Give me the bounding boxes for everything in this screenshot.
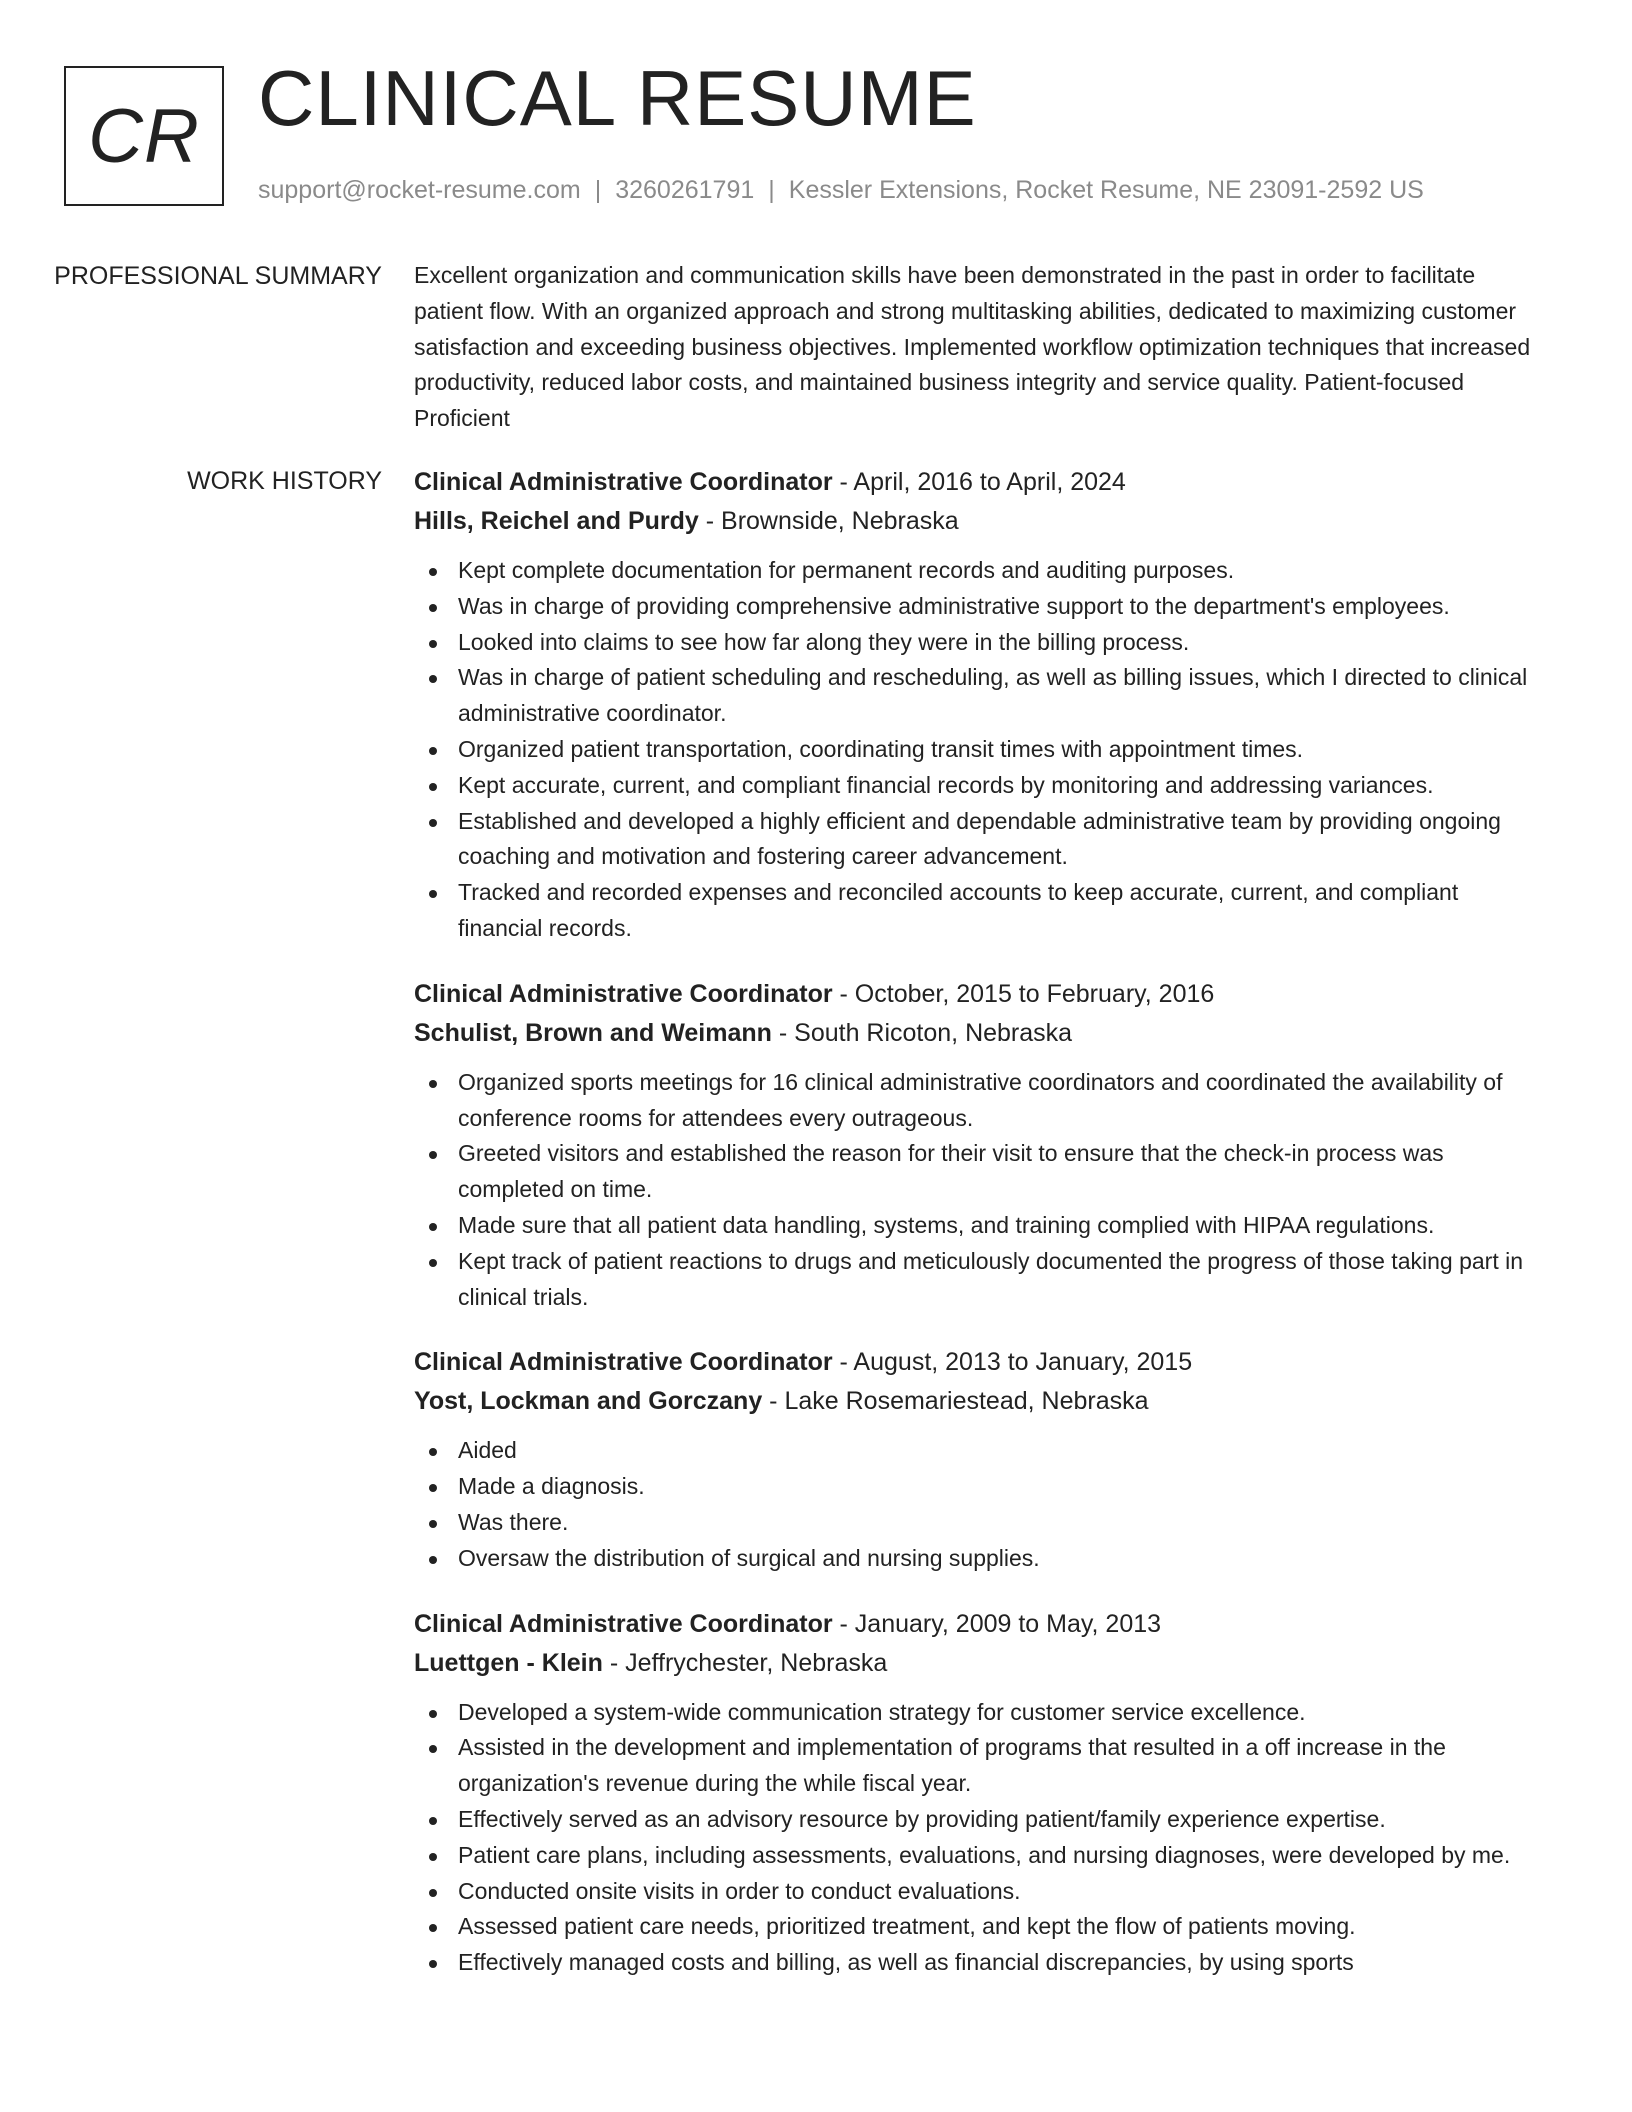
- resume-title: CLINICAL RESUME: [258, 54, 977, 142]
- job-entry: [414, 1343, 1534, 1576]
- bullet-text: Made sure that all patient data handling, systems, and training complied with HIPAA regulations.: [458, 1211, 1435, 1238]
- bullet-text: Effectively managed costs and billing, as well as financial discrepancies, by using sports: [458, 1949, 1354, 1976]
- job-title-line: [414, 975, 1534, 1014]
- bullet-icon: [429, 1960, 437, 1968]
- bullet-icon: [429, 1259, 437, 1267]
- bullet-icon: [429, 1924, 437, 1932]
- job-location: - Jeffrychester, Nebraska: [602, 1648, 888, 1677]
- bullet-text: Effectively served as an advisory resource by providing patient/family experience expertise.: [458, 1805, 1386, 1832]
- bullet-text: Oversaw the distribution of surgical and nursing supplies.: [458, 1544, 1040, 1571]
- list-item: [414, 1945, 1534, 1981]
- list-item: [414, 1433, 1534, 1469]
- list-item: [414, 553, 1534, 589]
- bullet-icon: [429, 1889, 437, 1897]
- list-item: [414, 768, 1534, 804]
- bullet-icon: [429, 1520, 437, 1528]
- work-history-section: [0, 463, 1632, 2009]
- bullet-icon: [429, 747, 437, 755]
- bullet-icon: [429, 1223, 437, 1231]
- bullet-text: Made a diagnosis.: [458, 1473, 645, 1500]
- list-item: [414, 1838, 1534, 1874]
- job-title-line: [414, 1343, 1534, 1382]
- bullet-icon: [429, 1853, 437, 1861]
- bullet-icon: [429, 1151, 437, 1159]
- list-item: [414, 625, 1534, 661]
- bullet-text: Developed a system-wide communication strategy for customer service excellence.: [458, 1698, 1306, 1725]
- list-item: [414, 1244, 1534, 1316]
- job-entry: [414, 1605, 1534, 1981]
- job-location: - South Ricoton, Nebraska: [771, 1018, 1073, 1047]
- list-item: [414, 1802, 1534, 1838]
- bullet-icon: [429, 1448, 437, 1456]
- bullet-text: Was in charge of patient scheduling and rescheduling, as well as billing issues, which I directed to clinical administrative coordinator.: [458, 664, 1528, 727]
- bullet-text: Assisted in the development and implementation of programs that resulted in a off increase in the organization's revenue during the while fiscal year.: [458, 1734, 1446, 1797]
- work-history-body: [414, 463, 1534, 2009]
- list-item: [414, 1730, 1534, 1802]
- bullet-icon: [429, 890, 437, 898]
- bullet-text: Kept complete documentation for permanent records and auditing purposes.: [458, 556, 1235, 583]
- list-item: [414, 1695, 1534, 1731]
- bullet-text: Organized patient transportation, coordinating transit times with appointment times.: [458, 735, 1304, 762]
- job-title: Clinical Administrative Coordinator: [414, 1609, 833, 1638]
- bullet-text: Organized sports meetings for 16 clinical administrative coordinators and coordinated the availability of conference rooms for attendees every outrageous.: [458, 1068, 1503, 1131]
- list-item: [414, 1505, 1534, 1541]
- contact-separator: |: [594, 176, 602, 204]
- bullet-text: Looked into claims to see how far along they were in the billing process.: [458, 628, 1190, 655]
- list-item: [414, 589, 1534, 625]
- monogram-box: [64, 66, 224, 206]
- contact-phone: 3260261791: [615, 176, 755, 204]
- contact-line: [258, 176, 1424, 205]
- job-company: Hills, Reichel and Purdy: [414, 506, 699, 535]
- bullet-text: Greeted visitors and established the reason for their visit to ensure that the check-in process was completed on time.: [458, 1140, 1444, 1203]
- job-company: Luettgen - Klein: [414, 1648, 603, 1677]
- list-item: [414, 1208, 1534, 1244]
- bullet-icon: [429, 1745, 437, 1753]
- bullet-text: Aided: [458, 1437, 517, 1464]
- job-location: - Brownside, Nebraska: [698, 506, 959, 535]
- job-dates: - April, 2016 to April, 2024: [832, 467, 1126, 496]
- contact-address: Kessler Extensions, Rocket Resume, NE 23091-2592 US: [788, 176, 1424, 204]
- list-item: [414, 1469, 1534, 1505]
- list-item: [414, 1541, 1534, 1577]
- bullet-icon: [429, 675, 437, 683]
- job-bullet-list: [414, 553, 1534, 947]
- job-company-line: [414, 1382, 1534, 1421]
- job-bullet-list: [414, 1065, 1534, 1316]
- bullet-icon: [429, 1710, 437, 1718]
- job-bullet-list: [414, 1695, 1534, 1981]
- job-company: Yost, Lockman and Gorczany: [414, 1387, 763, 1416]
- list-item: [414, 1136, 1534, 1208]
- bullet-text: Was there.: [458, 1508, 569, 1535]
- resume-content: [0, 258, 1632, 2035]
- section-label-summary: PROFESSIONAL SUMMARY: [54, 262, 382, 290]
- contact-separator: |: [768, 176, 775, 204]
- list-item: [414, 875, 1534, 947]
- job-company-line: [414, 1644, 1534, 1683]
- bullet-text: Patient care plans, including assessments, evaluations, and nursing diagnoses, were developed by me.: [458, 1841, 1511, 1868]
- summary-text: Excellent organization and communication skills have been demonstrated in the past in order to facilitate patient flow. With an organized approach and strong multitasking abilities, dedicated to maximizing customer satisfaction and exceeding business objectives. Implemented workflow optimization techniques that increased productivity, reduced labor costs, and maintained business integrity and service quality. Patient-focused Proficient: [414, 262, 1531, 432]
- bullet-text: Kept accurate, current, and compliant financial records by monitoring and addressing variances.: [458, 771, 1434, 798]
- bullet-icon: [429, 568, 437, 576]
- bullet-text: Was in charge of providing comprehensive administrative support to the department's employees.: [458, 592, 1450, 619]
- job-title-line: [414, 463, 1534, 502]
- job-company-line: [414, 1014, 1534, 1053]
- bullet-text: Conducted onsite visits in order to conduct evaluations.: [458, 1877, 1021, 1904]
- job-title: Clinical Administrative Coordinator: [414, 1348, 833, 1377]
- job-dates: - August, 2013 to January, 2015: [832, 1348, 1193, 1377]
- job-dates: - January, 2009 to May, 2013: [832, 1609, 1162, 1638]
- summary-section: [0, 258, 1632, 437]
- job-company-line: [414, 502, 1534, 541]
- job-location: - Lake Rosemariestead, Nebraska: [762, 1387, 1149, 1416]
- list-item: [414, 732, 1534, 768]
- bullet-icon: [429, 819, 437, 827]
- list-item: [414, 804, 1534, 876]
- bullet-text: Assessed patient care needs, prioritized treatment, and kept the flow of patients moving.: [458, 1913, 1356, 1940]
- bullet-icon: [429, 604, 437, 612]
- list-item: [414, 660, 1534, 732]
- section-label-work-history: WORK HISTORY: [187, 466, 382, 495]
- bullet-icon: [429, 783, 437, 791]
- job-entry: [414, 975, 1534, 1316]
- job-entry: [414, 463, 1534, 947]
- bullet-icon: [429, 1817, 437, 1825]
- summary-body: [414, 258, 1534, 437]
- list-item: [414, 1909, 1534, 1945]
- bullet-icon: [429, 1484, 437, 1492]
- job-title-line: [414, 1605, 1534, 1644]
- job-dates: - October, 2015 to February, 2016: [832, 979, 1215, 1008]
- bullet-text: Kept track of patient reactions to drugs and meticulously documented the progress of those taking part in clinical trials.: [458, 1247, 1523, 1310]
- bullet-text: Tracked and recorded expenses and reconciled accounts to keep accurate, current, and compliant financial records.: [458, 879, 1459, 941]
- job-title: Clinical Administrative Coordinator: [414, 979, 833, 1008]
- bullet-icon: [429, 1080, 437, 1088]
- job-title: Clinical Administrative Coordinator: [414, 467, 833, 496]
- bullet-icon: [429, 1556, 437, 1564]
- list-item: [414, 1065, 1534, 1137]
- contact-email: support@rocket-resume.com: [258, 176, 581, 204]
- bullet-text: Established and developed a highly efficient and dependable administrative team by providing ongoing coaching and motivation and fostering career advancement.: [458, 807, 1501, 870]
- list-item: [414, 1874, 1534, 1910]
- job-bullet-list: [414, 1433, 1534, 1576]
- monogram: CR: [88, 93, 200, 179]
- bullet-icon: [429, 640, 437, 648]
- job-company: Schulist, Brown and Weimann: [414, 1018, 772, 1047]
